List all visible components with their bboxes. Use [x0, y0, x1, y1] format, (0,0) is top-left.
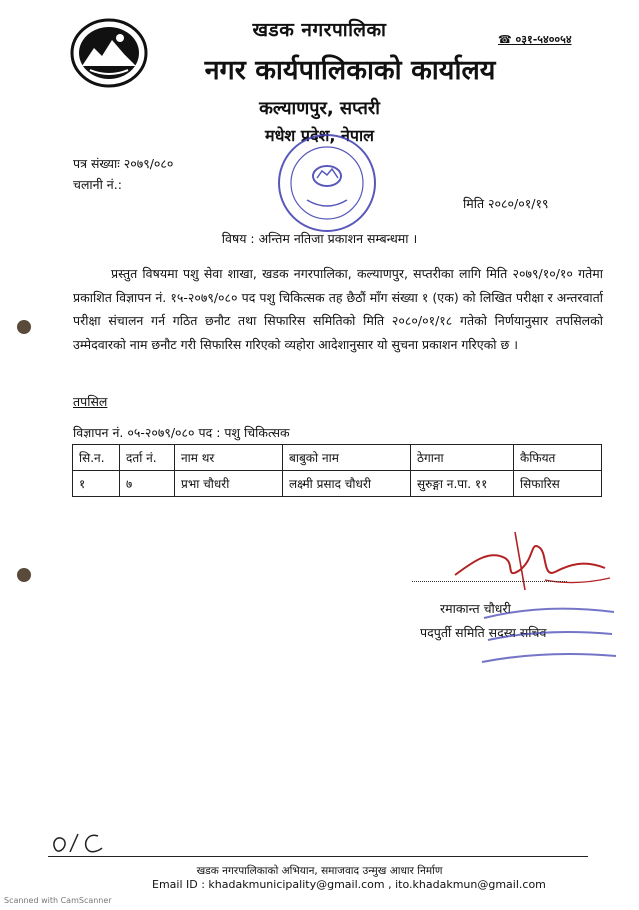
cell-address: सुरुङ्गा न.पा. ११	[411, 471, 514, 497]
footer-divider	[48, 856, 588, 857]
table-header-row	[73, 445, 602, 471]
advertisement-info: विज्ञापन नं. ०५-२०७९/०८० पद : पशु चिकित्सक	[73, 425, 290, 440]
footer-email: Email ID : khadakmunicipality@gmail.com , ito.khadakmun@gmail.com	[152, 878, 546, 891]
col-header-father-name: बाबुको नाम	[283, 445, 411, 471]
reference-number: पत्र संख्याः २०७९/०८०	[73, 156, 174, 171]
punch-hole	[17, 320, 31, 334]
signature-line	[412, 581, 567, 582]
signature-icon	[445, 520, 615, 600]
phone-number: ☎ ०३१-५४००५४	[498, 33, 572, 46]
table-row	[73, 471, 602, 497]
col-header-address: ठेगाना	[411, 445, 514, 471]
col-header-remarks: कैफियत	[514, 445, 602, 471]
cell-remarks: सिफारिस	[514, 471, 602, 497]
office-province: मधेश प्रदेश, नेपाल	[265, 126, 374, 145]
col-header-serial: सि.न.	[73, 445, 120, 471]
letter-date: मिति २०८०/०१/१९	[463, 196, 549, 211]
cell-serial: १	[73, 471, 120, 497]
municipality-name: खडक नगरपालिका	[252, 19, 387, 41]
cell-reg-no: ७	[120, 471, 175, 497]
cell-name: प्रभा चौधरी	[175, 471, 283, 497]
signatory-name: रमाकान्त चौधरी	[440, 601, 511, 616]
office-address: कल्याणपुर, सप्तरी	[259, 98, 380, 119]
letter-subject: विषय : अन्तिम नतिजा प्रकाशन सम्बन्धमा ।	[221, 231, 418, 246]
handwritten-mark-icon	[48, 828, 108, 858]
signatory-title: पदपुर्ती समिति सदस्य सचिव	[420, 625, 547, 640]
office-seal-icon	[272, 128, 382, 238]
footer-slogan: खडक नगरपालिकाको अभियान, समाजवाद उन्मुख आधार निर्माण	[196, 865, 443, 877]
col-header-name: नाम थर	[175, 445, 283, 471]
result-table	[72, 444, 602, 497]
scanner-watermark: Scanned with CamScanner	[4, 896, 112, 905]
letter-body: प्रस्तुत विषयमा पशु सेवा शाखा, खडक नगरपालिका, कल्याणपुर, सप्तरीका लागि मिति २०७९/१०/१० गतेमा प्रकाशित विज्ञापन नं. १५-२०७९/०८० पद पशु चिकित्सक तह छैठौं माँग संख्या १ (एक) को लिखित परीक्षा र अन्तरवार्ता परीक्षा संचालन गर्न गठित छनौट तथा सिफारिस समितिको मिति २०८०/०१/१८ गतेको निर्णयानुसार तपसिलको उम्मेदवारको नाम छनौट गरी सिफारिस गरिएको व्यहोरा आदेशानुसार यो सुचना प्रकाशन गरिएको छ ।	[73, 266, 603, 352]
official-stamp-icon	[474, 598, 624, 678]
dispatch-number: चलानी नं.:	[73, 177, 122, 192]
col-header-reg-no: दर्ता नं.	[120, 445, 175, 471]
cell-father-name: लक्ष्मी प्रसाद चौधरी	[283, 471, 411, 497]
office-name: नगर कार्यपालिकाको कार्यालय	[204, 55, 496, 86]
punch-hole	[17, 568, 31, 582]
details-heading: तपसिल	[73, 394, 108, 409]
